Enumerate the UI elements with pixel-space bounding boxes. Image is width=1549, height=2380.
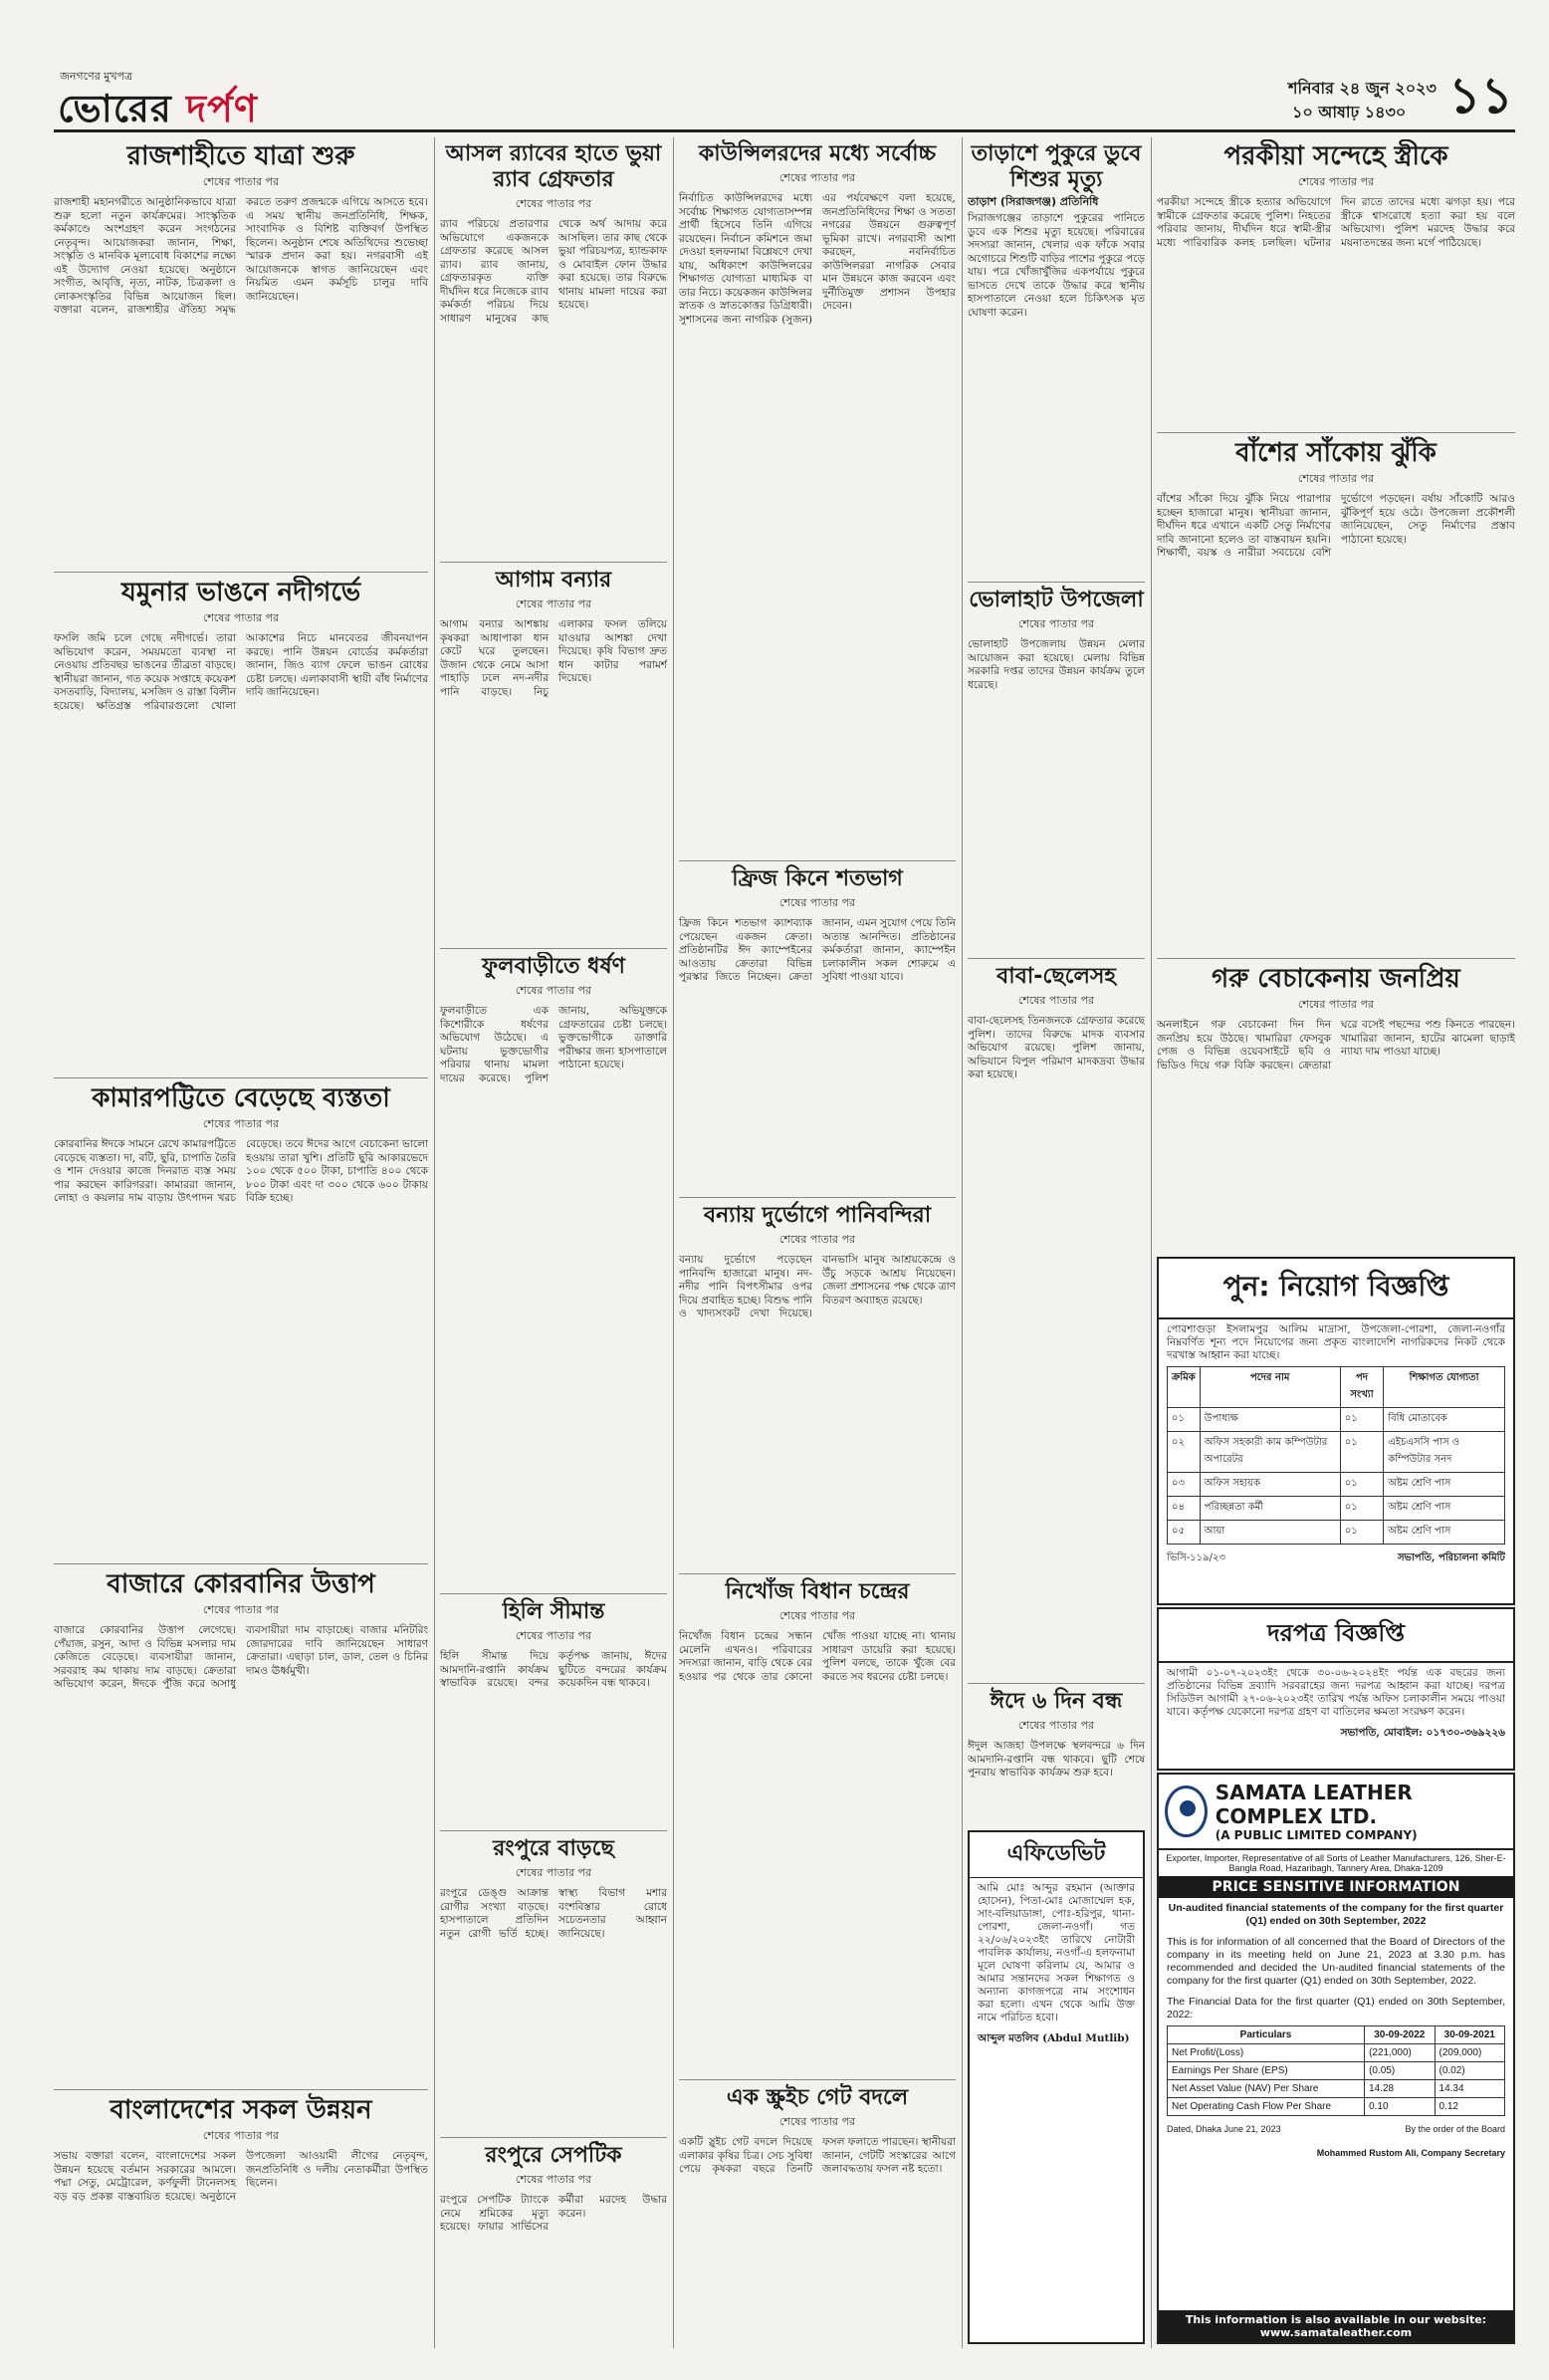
table-row [1168, 1473, 1505, 1497]
story-body: আগাম বন্যার আশঙ্কায় কৃষকরা আধাপাকা ধান কেটে ঘরে তুলছেন। উজান থেকে নেমে আসা পাহাড়ি ঢলে নদ-নদীর পানি বাড়ছে। নিচু এলাকার ফসল তলিয়ে যাওয়ার আশঙ্কা দেখা দিয়েছে। কৃষি বিভাগ দ্রুত ধান কাটার পরামর্শ দিয়েছে। [440, 618, 667, 698]
kicker: শেষের পাতার পর [1017, 1719, 1095, 1732]
story-divider [679, 1573, 956, 1574]
story-body: বাজারে কোরবানির উত্তাপ লেগেছে। পেঁয়াজ, রসুন, আদা ও বিভিন্ন মসলার দাম কেজিতে বেড়েছে। ব্যবসায়ীরা জানান, সরবরাহ কম থাকায় দাম বাড়ছে। ক্রেতারা অভিযোগ করেন, ঈদকে পুঁজি করে অসাধু ব্যবসায়ীরা দাম বাড়াচ্ছে। বাজার মনিটরিং জোরদারের দাবি জানিয়েছেন সাধারণ ক্রেতারা। এছাড়া চাল, ডাল, তেল ও চিনির দামও ঊর্ধ্বমুখী। [54, 1624, 428, 1690]
table-header: 30-09-2022 [1365, 2026, 1435, 2044]
table-cell: Net Asset Value (NAV) Per Share [1168, 2080, 1365, 2098]
column-divider [962, 137, 963, 2348]
story-divider [679, 1197, 956, 1198]
story-body: সভায় বক্তারা বলেন, বাংলাদেশের সকল উন্নয়ন হয়েছে বর্তমান সরকারের আমলে। পদ্মা সেতু, মেট্রোরেল, কর্ণফুলী টানেলসহ বড় বড় প্রকল্প বাস্তবায়িত হয়েছে। অনুষ্ঠানে উপজেলা আওয়ামী লীগের নেতৃবৃন্দ, জনপ্রতিনিধি ও দলীয় নেতাকর্মীরা উপস্থিত ছিলেন। [54, 2150, 428, 2203]
website-footer: This information is also available in our website: www.samataleather.com [1159, 2310, 1513, 2342]
psi-text: This is for information of all concerned that the Board of Directors of the company in its meeting held on June 21, 2023 at 3.30 p.m. has recommended and decided the Un-audited financial statements of the company for the first quarter (Q1) ended on 30th September, 2022. [1167, 1936, 1505, 1987]
story-father-son [968, 962, 1145, 1679]
story-divider [440, 562, 667, 563]
story-cattle [1157, 962, 1515, 1251]
recruitment-table [1167, 1366, 1505, 1545]
kicker: শেষের পাতার পর [202, 611, 280, 624]
story-hili [440, 1597, 667, 1826]
board-order: By the order of the Board [1405, 2124, 1505, 2134]
headline: বাবা-ছেলেসহ [996, 964, 1116, 989]
recruitment-title: পুন: নিয়োগ বিজ্ঞপ্তি [1159, 1259, 1513, 1319]
table-row [1168, 1497, 1505, 1521]
company-type: (A PUBLIC LIMITED COMPANY) [1215, 1828, 1418, 1842]
story-body: সিরাজগঞ্জের তাড়াশে পুকুরের পানিতে ডুবে এক শিশুর মৃত্যু হয়েছে। পরিবারের সদস্যরা জানান, খেলার এক ফাঁকে সবার অগোচরে শিশুটি বাড়ির পাশের পুকুরে পড়ে যায়। পরে খোঁজাখুঁজির একপর্যায়ে পুকুরে ভাসতে দেখে তাকে উদ্ধার করে স্থানীয় হাসপাতালে নেওয়া হলে চিকিৎসক মৃত ঘোষণা করেন। [968, 212, 1145, 319]
story-fridge [679, 864, 956, 1193]
headline: ফুলবাড়ীতে ধর্ষণ [482, 954, 625, 979]
table-cell: ০২ [1168, 1432, 1201, 1473]
table-cell: অফিস সহায়ক [1200, 1473, 1340, 1497]
kicker: শেষের পাতার পর [515, 1629, 592, 1642]
story-divider [968, 1683, 1145, 1684]
tender-ad [1157, 1607, 1515, 1771]
headline: রংপুরে বাড়ছে [493, 1836, 614, 1861]
kicker: শেষের পাতার পর [515, 197, 592, 210]
samata-leather-ad [1157, 1773, 1515, 2344]
story-eid-closed [968, 1687, 1145, 1822]
table-cell: ০১ [1340, 1521, 1384, 1545]
headline: কাউন্সিলরদের মধ্যে সর্বোচ্চ [698, 141, 937, 166]
affidavit-ad [968, 1830, 1145, 2344]
headline: গরু বেচাকেনায় জনপ্রিয় [1212, 964, 1460, 994]
signer: Mohammed Rustom Ali, Company Secretary [1316, 2148, 1505, 2158]
kicker: শেষের পাতার পর [1297, 175, 1375, 188]
headline: এক স্ক্রুইচ গেট বদলে [726, 2085, 909, 2110]
date-gregorian: শনিবার ২৪ জুন ২০২৩ [1288, 79, 1437, 98]
date-bengali: ১০ আষাঢ় ১৪৩০ [1292, 103, 1407, 121]
column-divider [1151, 137, 1152, 2348]
story-kamarpotti [54, 1081, 428, 1559]
kicker: শেষের পাতার পর [778, 896, 856, 909]
story-divider [440, 1593, 667, 1594]
story-divider [54, 1077, 428, 1078]
story-flood-early [440, 566, 667, 944]
story-divider [440, 1830, 667, 1831]
table-row [1168, 1432, 1505, 1473]
story-bazar [54, 1567, 428, 2085]
table-row [1168, 2062, 1505, 2080]
story-body: ভোলাহাট উপজেলায় উন্নয়ন মেলার আয়োজন করা হয়েছে। মেলায় বিভিন্ন সরকারি দপ্তর তাদের উন্নয়ন কার্যক্রম তুলে ধরেছে। [968, 638, 1145, 691]
table-cell: ০৪ [1168, 1497, 1201, 1521]
table-header: 30-09-2021 [1435, 2026, 1504, 2044]
story-unnoyon [54, 2093, 428, 2352]
logo-tagline: জনগণের মুখপত্র [60, 70, 133, 83]
story-body: বাবা-ছেলেসহ তিনজনকে গ্রেফতার করেছে পুলিশ। তাদের বিরুদ্ধে মাদক ব্যবসার অভিযোগ রয়েছে। পুলিশ জানায়, অভিযানে বিপুল পরিমাণ মাদকদ্রব্য উদ্ধার করা হয়েছে। [968, 1015, 1145, 1080]
kicker: শেষের পাতার পর [778, 171, 856, 184]
story-divider [968, 958, 1145, 959]
kicker: শেষের পাতার পর [515, 2173, 592, 2186]
kicker: শেষের পাতার পর [1017, 617, 1095, 630]
headline: বাজারে কোরবানির উত্তাপ [107, 1569, 375, 1599]
story-divider [679, 2079, 956, 2080]
recruitment-signature: সভাপতি, পরিচালনা কমিটি [1397, 1552, 1505, 1563]
table-cell: ০১ [1340, 1432, 1384, 1473]
kicker: শেষের পাতার পর [1297, 998, 1375, 1011]
column-divider [673, 137, 674, 2348]
table-cell: ০৫ [1168, 1521, 1201, 1545]
story-body: ফ্রিজ কিনে শতভাগ ক্যাশব্যাক পেয়েছেন একজন ক্রেতা। প্রতিষ্ঠানটির ঈদ ক্যাম্পেইনের আওতায় ক্রেতারা বিভিন্ন পুরস্কার জিতে নিচ্ছেন। ক্রেতা জানান, এমন সুযোগ পেয়ে তিনি অত্যন্ত আনন্দিত। প্রতিষ্ঠানের কর্মকর্তারা জানান, ক্যাম্পেইন চলাকালীন সকল শোরুমে এ সুবিধা পাওয়া যাবে। [679, 917, 956, 983]
headline: হিলি সীমান্ত [502, 1599, 605, 1624]
tender-body: আগামী ০১-০৭-২০২৩ইং থেকে ৩০-০৬-২০২৪ইং পর্যন্ত এক বছরের জন্য প্রতিষ্ঠানের বিভিন্ন দ্রব্যাদি সরবরাহের জন্য দরপত্র আহ্বান করা যাচ্ছে। দরপত্র সিডিউল আগামী ২৭-০৬-২০২৩ইং তারিখ পর্যন্ত অফিস চলাকালীন সময়ে পাওয়া যাবে। কর্তৃপক্ষ যেকোনো দরপত্র গ্রহণ বা বাতিলের ক্ষমতা সংরক্ষণ করেন। [1167, 1667, 1505, 1718]
table-header: ক্রমিক [1168, 1367, 1201, 1408]
table-cell: উপাধ্যক্ষ [1200, 1408, 1340, 1432]
psi-text-2: The Financial Data for the first quarter (Q1) ended on 30th September, 2022: [1167, 1996, 1505, 2021]
story-divider [1157, 432, 1515, 433]
story-body: অনলাইনে গরু বেচাকেনা দিন দিন জনপ্রিয় হয়ে উঠছে। খামারিরা ফেসবুক পেজ ও বিভিন্ন ওয়েবসাইটে ছবি ও ভিডিও দিয়ে গরু বিক্রি করছেন। ক্রেতারা ঘরে বসেই পছন্দের পশু কিনতে পারছেন। খামারিরা জানান, হাটের ঝামেলা ছাড়াই ন্যায্য দাম পাওয়া যাচ্ছে। [1157, 1019, 1515, 1071]
headline: বন্যায় দুর্ভোগে পানিবন্দিরা [703, 1203, 932, 1228]
table-cell: অষ্টম শ্রেণি পাস [1384, 1497, 1505, 1521]
story-body: হিলি সীমান্ত দিয়ে আমদানি-রপ্তানি কার্যক্রম স্বাভাবিক রয়েছে। বন্দর কর্তৃপক্ষ জানায়, ঈদের ছুটিতে বন্দরের কার্যক্রম কয়েকদিন বন্ধ থাকবে। [440, 1650, 667, 1689]
headline: তাড়াশে পুকুরে ডুবে শিশুর মৃত্যু [971, 141, 1142, 192]
table-cell: (0.05) [1365, 2062, 1435, 2080]
table-cell: 0.10 [1365, 2098, 1435, 2116]
headline: আসল র‍্যাবের হাতে ভুয়া র‍্যাব গ্রেফতার [445, 141, 662, 192]
story-rajshahi [54, 139, 428, 568]
story-bamboo-bridge [1157, 436, 1515, 954]
story-missing [679, 1577, 956, 2075]
story-body: বন্যায় দুর্ভোগে পড়েছেন পানিবন্দি হাজারো মানুষ। নদ-নদীর পানি বিপৎসীমার ওপর দিয়ে প্রবাহিত হচ্ছে। বিশুদ্ধ পানি ও খাদ্যসংকট দেখা দিয়েছে। বানভাসি মানুষ আশ্রয়কেন্দ্রে ও উঁচু সড়কে আশ্রয় নিয়েছেন। জেলা প্রশাসনের পক্ষ থেকে ত্রাণ বিতরণ অব্যাহত রয়েছে। [679, 1254, 956, 1319]
story-councillor [679, 139, 956, 856]
byline: তাড়াশ (সিরাজগঞ্জ) প্রতিনিধি [968, 195, 1099, 208]
story-divider [1157, 958, 1515, 959]
story-divider [968, 582, 1145, 583]
story-divider [54, 2089, 428, 2090]
table-row [1168, 1408, 1505, 1432]
kicker: শেষের পাতার পর [1297, 472, 1375, 485]
table-cell: (209,000) [1435, 2044, 1504, 2062]
story-bholahat [968, 586, 1145, 954]
table-header: পদ সংখ্যা [1340, 1367, 1384, 1408]
headline: রংপুরে সেপটিক [485, 2143, 622, 2168]
table-cell: ০১ [1340, 1473, 1384, 1497]
headline: পরকীয়া সন্দেহে স্ত্রীকে [1223, 141, 1448, 171]
story-fulbari [440, 952, 667, 1589]
kicker: শেষের পাতার পর [1017, 994, 1095, 1007]
story-rab [440, 139, 667, 558]
story-divider [679, 860, 956, 861]
story-body: কোরবানির ঈদকে সামনে রেখে কামারপট্টিতে বেড়েছে ব্যস্ততা। দা, বটি, ছুরি, চাপাতি তৈরি ও শান দেওয়ার কাজে দিনরাত ব্যস্ত সময় পার করছেন কারিগররা। কামাররা জানান, লোহা ও কয়লার দাম বাড়ায় উৎপাদন খরচ বেড়েছে। তবে ঈদের আগে বেচাকেনা ভালো হওয়ায় তারা খুশি। প্রতিটি ছুরি আকারভেদে ১০০ থেকে ৫০০ টাকা, চাপাতি ৪০০ থেকে ৮০০ টাকা এবং দা ৩০০ থেকে ৬০০ টাকায় বিক্রি হচ্ছে। [54, 1138, 428, 1204]
story-body: ফুলবাড়ীতে এক কিশোরীকে ধর্ষণের অভিযোগ উঠেছে। এ ঘটনায় ভুক্তভোগীর পরিবার থানায় মামলা দায়ের করেছে। পুলিশ জানায়, অভিযুক্তকে গ্রেফতারের চেষ্টা চলছে। ভুক্তভোগীকে ডাক্তারি পরীক্ষার জন্য হাসপাতালে পাঠানো হয়েছে। [440, 1005, 667, 1084]
story-body: রংপুরে সেপটিক ট্যাংকে নেমে শ্রমিকের মৃত্যু হয়েছে। ফায়ার সার্ভিসের কর্মীরা মরদেহ উদ্ধার করেন। [440, 2194, 667, 2233]
company-address: Exporter, Importer, Representative of all Sorts of Leather Manufacturers, 126, Sher-E-Bangla Road, Hazaribagh, Tannery Area, Dhaka-1209 [1166, 1853, 1506, 1873]
kicker: শেষের পাতার পর [778, 2115, 856, 2128]
affidavit-signature: আব্দুল মতলিব (Abdul Mutlib) [978, 2032, 1130, 2044]
table-cell: 14.34 [1435, 2080, 1504, 2098]
story-tarash [968, 139, 1145, 578]
psi-title: PRICE SENSITIVE INFORMATION [1159, 1876, 1513, 1898]
company-logo-icon [1165, 1785, 1208, 1837]
table-cell: অষ্টম শ্রেণি পাস [1384, 1521, 1505, 1545]
story-body: বাঁশের সাঁকো দিয়ে ঝুঁকি নিয়ে পারাপার হচ্ছেন হাজারো মানুষ। স্থানীয়রা জানান, দীর্ঘদিন ধরে এখানে একটি সেতু নির্মাণের দাবি জানানো হলেও তা বাস্তবায়ন হয়নি। শিক্ষার্থী, বয়স্ক ও নারীরা সবচেয়ে বেশি দুর্ভোগে পড়ছেন। বর্ষায় সাঁকোটি আরও ঝুঁকিপূর্ণ হয়ে ওঠে। উপজেলা প্রকৌশলী জানিয়েছেন, সেতু নির্মাণের প্রস্তাব পাঠানো হয়েছে। [1157, 493, 1515, 559]
table-cell: অফিস সহকারী কাম কম্পিউটার অপারেটর [1200, 1432, 1340, 1473]
table-cell: অষ্টম শ্রেণি পাস [1384, 1473, 1505, 1497]
headline: বাংলাদেশের সকল উন্নয়ন [110, 2095, 372, 2125]
headline: ফ্রিজ কিনে শতভাগ [732, 866, 903, 891]
kicker: শেষের পাতার পর [202, 2129, 280, 2142]
table-cell: (0.02) [1435, 2062, 1504, 2080]
story-rangpur-dengue [440, 1834, 667, 2133]
table-cell: পরিচ্ছন্নতা কর্মী [1200, 1497, 1340, 1521]
kicker: শেষের পাতার পর [202, 1603, 280, 1616]
story-body: ফসলি জমি চলে গেছে নদীগর্ভে। তারা অভিযোগ করেন, সময়মতো ব্যবস্থা না নেওয়ায় প্রতিবছর ভাঙনের তীব্রতা বাড়ছে। স্থানীয়রা জানান, গত কয়েক সপ্তাহে কয়েকশ বসতবাড়ি, বিদ্যালয়, মসজিদ ও রাস্তা বিলীন হয়েছে। ক্ষতিগ্রস্ত পরিবারগুলো খোলা আকাশের নিচে মানবেতর জীবনযাপন করছে। পানি উন্নয়ন বোর্ডের কর্মকর্তারা জানান, জিও ব্যাগ ফেলে ভাঙন রোধের চেষ্টা চলছে। এলাকাবাসী স্থায়ী বাঁধ নির্মাণের দাবি জানিয়েছেন। [54, 632, 428, 712]
kicker: শেষের পাতার পর [515, 597, 592, 610]
table-cell: (221,000) [1365, 2044, 1435, 2062]
story-divider [54, 572, 428, 573]
table-cell: Net Operating Cash Flow Per Share [1168, 2098, 1365, 2116]
column-divider [434, 137, 435, 2348]
table-cell: ০১ [1340, 1408, 1384, 1432]
story-divider [54, 1563, 428, 1564]
story-porokia [1157, 139, 1515, 428]
table-header: পদের নাম [1200, 1367, 1340, 1408]
table-row [1168, 1521, 1505, 1545]
table-row [1168, 2098, 1505, 2116]
financial-table [1167, 2025, 1505, 2116]
story-body: নির্বাচিত কাউন্সিলরদের মধ্যে সর্বোচ্চ শিক্ষাগত যোগ্যতাসম্পন্ন প্রার্থী হিসেবে তিনি এগিয়ে রয়েছেন। নির্বাচন কমিশনে জমা দেওয়া হলফনামা বিশ্লেষণে দেখা যায়, অধিকাংশ কাউন্সিলরের শিক্ষাগত যোগ্যতা মাধ্যমিক বা তার নিচে। কয়েকজন কাউন্সিলর স্নাতক ও স্নাতকোত্তর ডিগ্রিধারী। সুশাসনের জন্য নাগরিক (সুজন) এর পর্যবেক্ষণে বলা হয়েছে, জনপ্রতিনিধিদের শিক্ষা ও সততা নগরের উন্নয়নে গুরুত্বপূর্ণ ভূমিকা রাখে। নগরবাসী আশা করছেন, নবনির্বাচিত কাউন্সিলররা নাগরিক সেবার মান উন্নয়নে কাজ করবেন এবং দুর্নীতিমুক্ত প্রশাসন উপহার দেবেন। [679, 192, 956, 326]
headline: যমুনার ভাঙনে নদীগর্ভে [120, 578, 361, 607]
headline: আগাম বন্যার [495, 568, 612, 593]
table-row [1168, 2080, 1505, 2098]
table-cell: বিধি মোতাবেক [1384, 1408, 1505, 1432]
recruitment-intro: পোরশাগুড়া ইসলামপুর আলিম মাদ্রাসা, উপজেলা-পোরশা, জেলা-নওগাঁর নিম্নবর্ণিত শূন্য পদে নিয়োগের জন্য প্রকৃত বাংলাদেশি নাগরিকদের নিকট থেকে দরখাস্ত আহ্বান করা যাচ্ছে। [1167, 1323, 1505, 1361]
story-body: রংপুরে ডেঙ্গু আক্রান্ত রোগীর সংখ্যা বাড়ছে। হাসপাতালে প্রতিদিন নতুন রোগী ভর্তি হচ্ছে। স্বাস্থ্য বিভাগ মশার বংশবিস্তার রোধে সচেতনতার আহ্বান জানিয়েছে। [440, 1887, 667, 1940]
table-cell: ০৩ [1168, 1473, 1201, 1497]
story-jamuna [54, 576, 428, 1073]
company-header [1159, 1775, 1513, 1850]
table-cell: ০১ [1340, 1497, 1384, 1521]
page-number: ১১ [1448, 67, 1513, 124]
headline: কামারপট্টিতে বেড়েছে ব্যস্ততা [92, 1083, 390, 1113]
table-header: Particulars [1168, 2026, 1365, 2044]
kicker: শেষের পাতার পর [515, 984, 592, 997]
table-cell: 14.28 [1365, 2080, 1435, 2098]
story-divider [440, 2137, 667, 2138]
story-body: পরকীয়া সন্দেহে স্ত্রীকে হত্যার অভিযোগে স্বামীকে গ্রেফতার করেছে পুলিশ। নিহতের পরিবার জানায়, দীর্ঘদিন ধরে স্বামী-স্ত্রীর মধ্যে পারিবারিক কলহ চলছিল। ঘটনার দিন রাতে তাদের মধ্যে ঝগড়া হয়। পরে স্ত্রীকে শ্বাসরোধে হত্যা করা হয় বলে অভিযোগ। পুলিশ মরদেহ উদ্ধার করে ময়নাতদন্তের জন্য মর্গে পাঠিয়েছে। [1157, 196, 1515, 249]
table-cell: Net Profit/(Loss) [1168, 2044, 1365, 2062]
table-cell: এইচএসসি পাস ও কম্পিউটার সনদ [1384, 1432, 1505, 1473]
story-body: র‍্যাব পরিচয়ে প্রতারণার অভিযোগে একজনকে গ্রেফতার করেছে আসল র‍্যাব। র‍্যাব জানায়, গ্রেফতারকৃত ব্যক্তি দীর্ঘদিন ধরে নিজেকে র‍্যাব কর্মকর্তা পরিচয় দিয়ে সাধারণ মানুষের কাছ থেকে অর্থ আদায় করে আসছিল। তার কাছ থেকে ভুয়া পরিচয়পত্র, হ্যান্ডকাফ ও মোবাইল ফোন উদ্ধার করা হয়েছে। তার বিরুদ্ধে থানায় মামলা দায়ের করা হয়েছে। [440, 218, 667, 325]
tender-signature: সভাপতি, মোবাইল: ০১৭৩০-৩৬৯২২৬ [1340, 1727, 1505, 1739]
story-body: একটি স্লুইচ গেট বদলে দিয়েছে এলাকার কৃষির চিত্র। সেচ সুবিধা পেয়ে কৃষকরা বছরে তিনটি ফসল ফলাতে পারছেন। স্থানীয়রা জানান, গেটটি সংস্কারের আগে জলাবদ্ধতায় ফসল নষ্ট হতো। [679, 2136, 956, 2175]
headline: নিখোঁজ বিধান চন্দ্রের [725, 1579, 910, 1604]
kicker: শেষের পাতার পর [202, 175, 280, 188]
table-cell: আয়া [1200, 1521, 1340, 1545]
story-sluice [679, 2083, 956, 2350]
story-flood-stranded [679, 1201, 956, 1569]
tender-title: দরপত্র বিজ্ঞপ্তি [1159, 1609, 1513, 1663]
story-body: নিখোঁজ বিধান চন্দ্রের সন্ধান মেলেনি এখনও। পরিবারের সদস্যরা জানান, বাড়ি থেকে বের হওয়ার পর থেকে তার কোনো খোঁজ পাওয়া যাচ্ছে না। থানায় সাধারণ ডায়েরি করা হয়েছে। পুলিশ বলছে, তাকে খুঁজে বের করতে সব ধরনের চেষ্টা চলছে। [679, 1630, 956, 1683]
company-name: SAMATA LEATHER COMPLEX LTD. [1215, 1781, 1413, 1828]
dated: Dated, Dhaka June 21, 2023 [1167, 2124, 1281, 2134]
headline: বাঁশের সাঁকোয় ঝুঁকি [1235, 438, 1437, 468]
kicker: শেষের পাতার পর [202, 1117, 280, 1130]
recruitment-ad [1157, 1257, 1515, 1605]
newspaper-page [54, 66, 1515, 2366]
affidavit-body: আমি মোঃ আব্দুর রহমান (আক্তার হোসেন), পিতা-মোঃ মোজাম্মেল হক, সাং-বলিয়াডাঙ্গা, পোঃ-হরিপুর, থানা-পোরশা, জেলা-নওগাঁ। গত ২২/০৬/২০২৩ইং তারিখে নোটারী পাবলিক কার্যালয়, নওগাঁ-এ হলফনামা মূলে ঘোষণা করিলাম যে, আমার ও আমার সন্তানদের সকল শিক্ষাগত ও অন্যান্য কাগজপত্রে নাম সংশোধন করা হলো। এখন থেকে আমি উক্ত নামে পরিচিত হবো। [978, 1882, 1135, 2023]
recruitment-ref: ভিসি-১১৯/২৩ [1167, 1552, 1225, 1563]
story-divider [440, 948, 667, 949]
headline: ভোলাহাট উপজেলা [969, 588, 1144, 612]
kicker: শেষের পাতার পর [778, 1609, 856, 1622]
table-row [1168, 2044, 1505, 2062]
table-cell: 0.12 [1435, 2098, 1504, 2116]
story-body: রাজশাহী মহানগরীতে আনুষ্ঠানিকভাবে যাত্রা শুরু হলো নতুন কার্যক্রমের। সাংস্কৃতিক কর্মকাণ্ডে অংশগ্রহণ করেন সংগঠনের নেতৃবৃন্দ। আয়োজকরা জানান, শিক্ষা, সংস্কৃতি ও মানবিক মূল্যবোধ বিকাশের লক্ষ্যে এই উদ্যোগ নেওয়া হয়েছে। অনুষ্ঠানে সংগীত, আবৃত্তি, নৃত্য, নাটক, চিত্রকলা ও লোকসংস্কৃতির বিভিন্ন আয়োজন ছিল। বক্তারা বলেন, রাজশাহীর ঐতিহ্য সমৃদ্ধ করতে তরুণ প্রজন্মকে এগিয়ে আসতে হবে। এ সময় স্থানীয় জনপ্রতিনিধি, শিক্ষক, সাংবাদিক ও বিশিষ্ট ব্যক্তিবর্গ উপস্থিত ছিলেন। অনুষ্ঠান শেষে অতিথিদের শুভেচ্ছা স্মারক প্রদান করা হয়। নগরবাসী এই আয়োজনকে স্বাগত জানিয়েছেন এবং নিয়মিত এমন কর্মসূচি চালুর দাবি জানিয়েছেন। [54, 196, 428, 316]
psi-subtitle: Un-audited financial statements of the company for the first quarter (Q1) ended on 30th September, 2022 [1168, 1902, 1504, 1927]
newspaper-logo: ভোরের দর্পণ [58, 87, 258, 130]
masthead [54, 66, 1515, 132]
story-body: ঈদুল আজহা উপলক্ষে স্থলবন্দরে ৬ দিন আমদানি-রপ্তানি বন্ধ থাকবে। ছুটি শেষে পুনরায় স্বাভাবিক কার্যক্রম শুরু হবে। [968, 1740, 1145, 1779]
table-cell: Earnings Per Share (EPS) [1168, 2062, 1365, 2080]
table-header: শিক্ষাগত যোগ্যতা [1384, 1367, 1505, 1408]
affidavit-title: এফিডেভিট [970, 1832, 1143, 1878]
kicker: শেষের পাতার পর [515, 1866, 592, 1879]
story-rangpur-septic [440, 2141, 667, 2350]
headline: ঈদে ৬ দিন বন্ধ [990, 1689, 1123, 1714]
headline: রাজশাহীতে যাত্রা শুরু [126, 141, 355, 171]
table-cell: ০১ [1168, 1408, 1201, 1432]
kicker: শেষের পাতার পর [778, 1233, 856, 1246]
